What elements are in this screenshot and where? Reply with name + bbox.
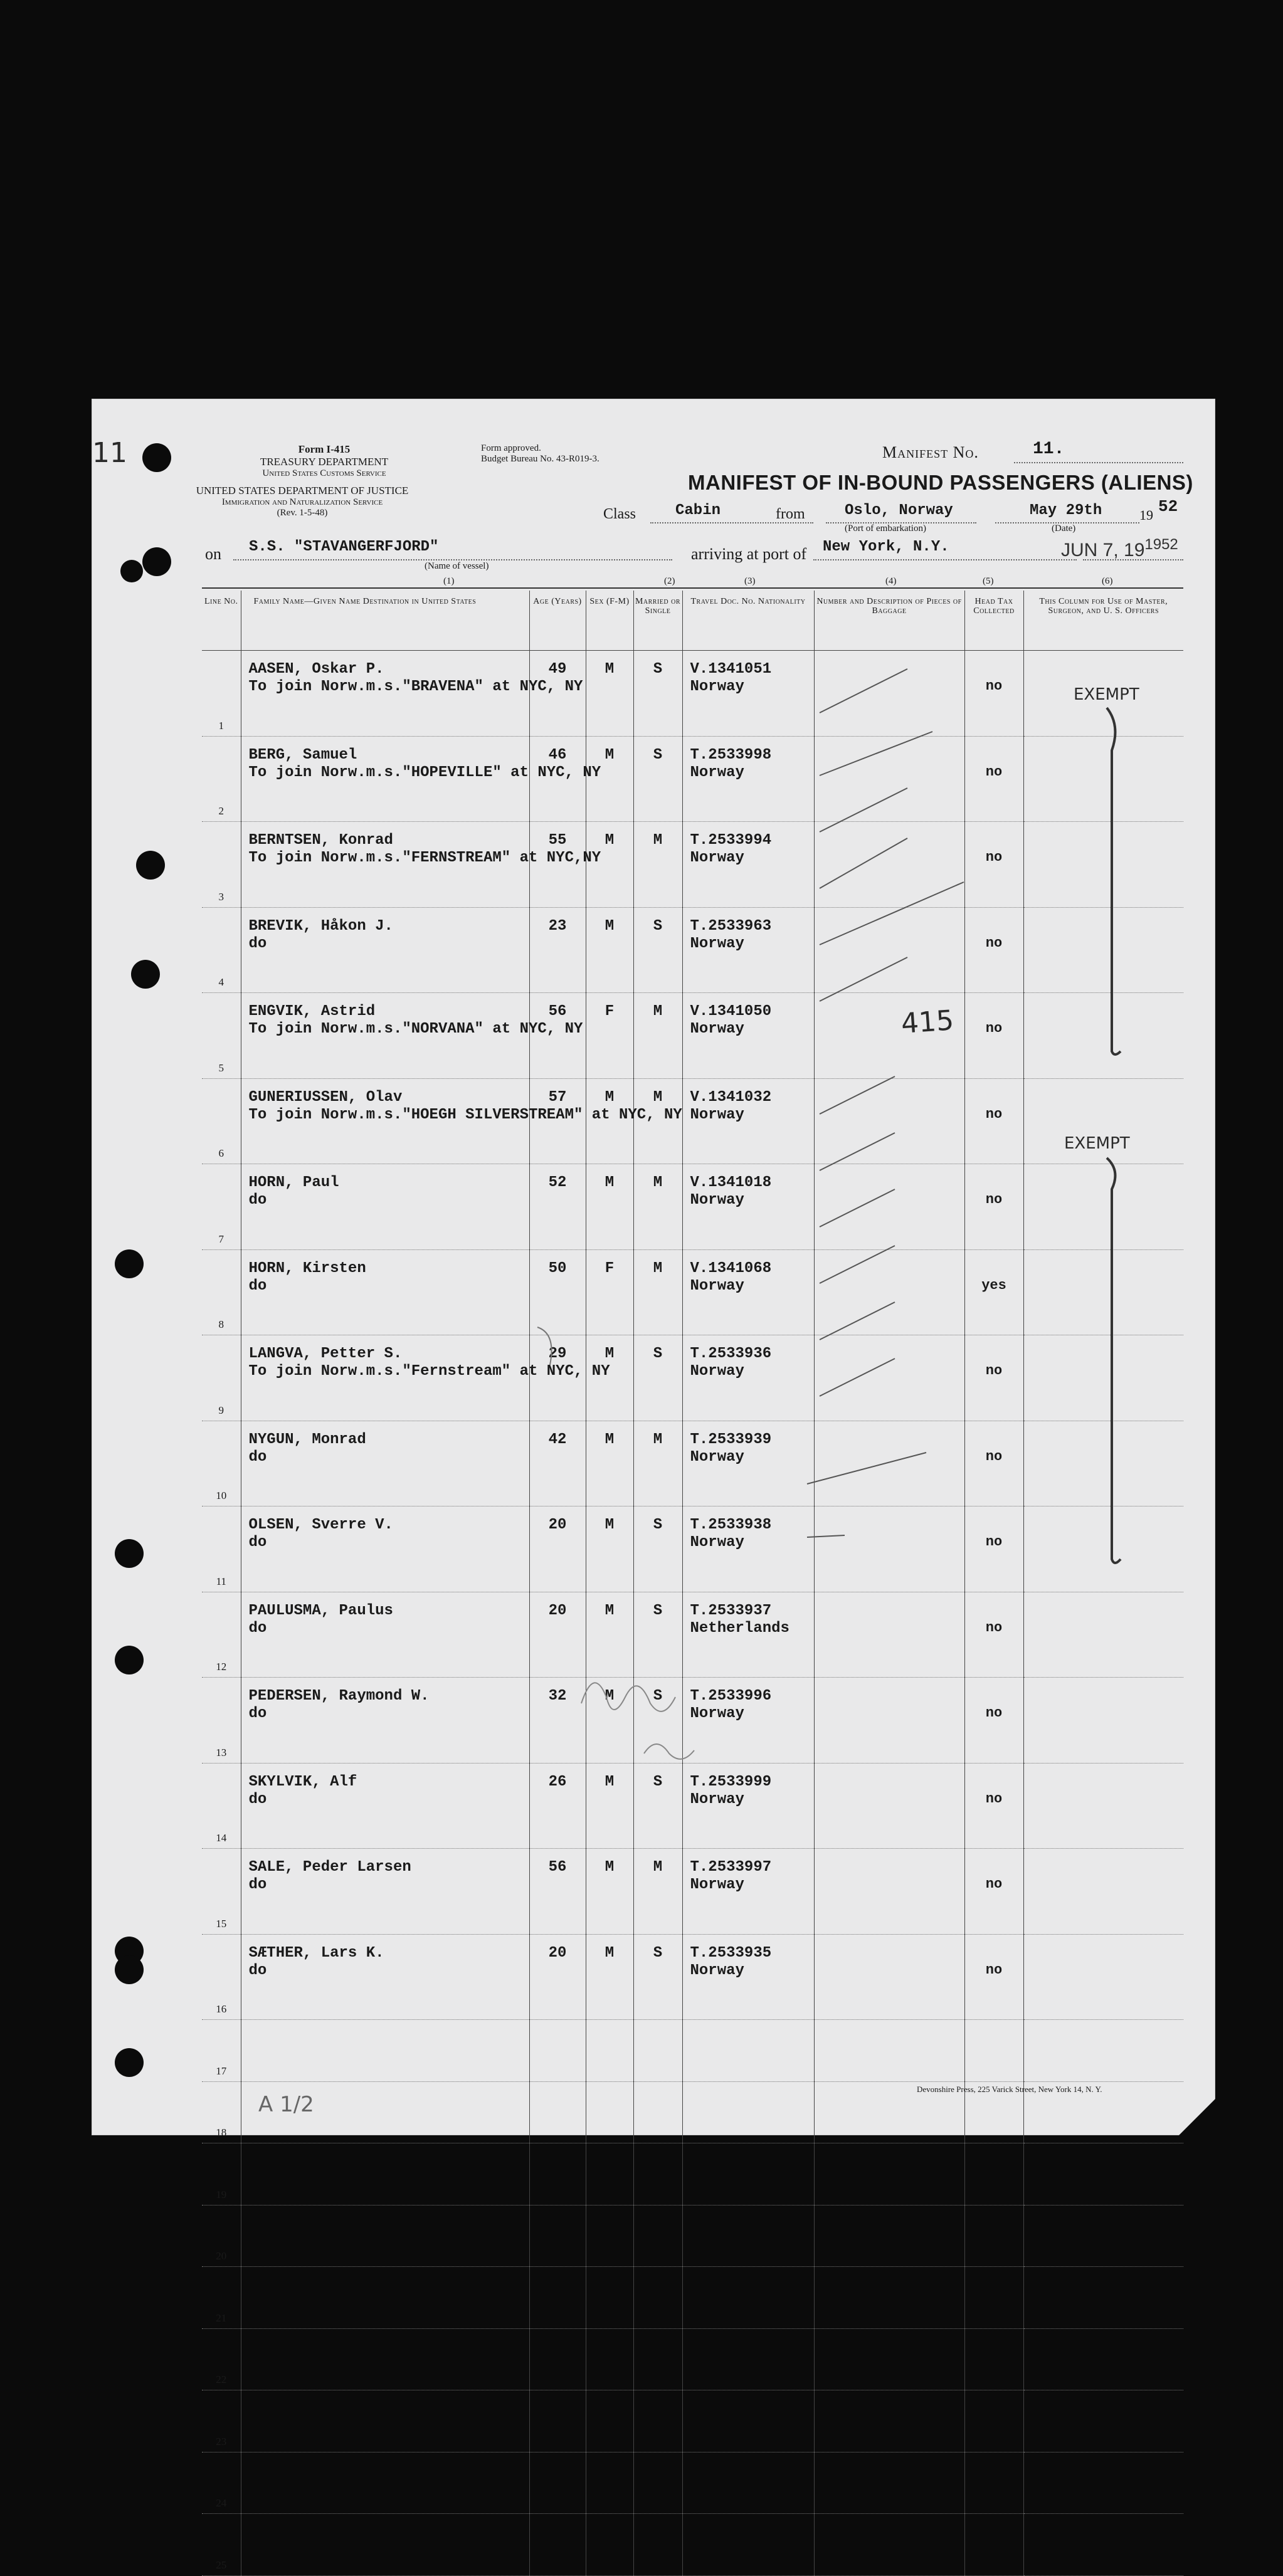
passenger-name: PEDERSEN, Raymond W. bbox=[248, 1688, 430, 1705]
line-number-text: 15 bbox=[216, 1917, 227, 1930]
passenger-name: LANGVA, Petter S. bbox=[248, 1345, 403, 1362]
date-value: May 29th bbox=[1030, 502, 1102, 519]
age-value: 29 bbox=[548, 1345, 567, 1362]
passenger-name: HORN, Kirsten bbox=[248, 1259, 366, 1277]
marital-value: M bbox=[653, 1259, 663, 1277]
sex-cell bbox=[586, 2390, 633, 2452]
baggage-cell bbox=[814, 2452, 964, 2514]
sex-value: M bbox=[605, 746, 615, 764]
marital-value: S bbox=[653, 1517, 663, 1533]
travel-doc-cell bbox=[682, 2452, 814, 2514]
header-officers: This Column for Use of Master, Surgeon, and U. S. Officers bbox=[1023, 591, 1183, 651]
on-label: on bbox=[205, 545, 221, 563]
manifest-no-value: 11. bbox=[1033, 439, 1065, 459]
table-row bbox=[202, 2205, 1183, 2267]
passenger-cell bbox=[241, 2205, 529, 2267]
line-number-text: 10 bbox=[216, 1490, 227, 1501]
line-number bbox=[202, 2452, 241, 2514]
marital-value: M bbox=[653, 1174, 663, 1191]
head-tax-value: yes bbox=[981, 1277, 1006, 1293]
age-value: 26 bbox=[548, 1773, 567, 1790]
from-label: from bbox=[776, 506, 805, 522]
travel-doc-number: V.1341050 bbox=[690, 1003, 772, 1020]
destination: do bbox=[248, 1790, 267, 1808]
destination: do bbox=[248, 935, 267, 952]
sex-value: M bbox=[605, 1773, 615, 1790]
destination: do bbox=[248, 1962, 267, 1979]
year-prefix: 19 bbox=[1139, 507, 1153, 523]
travel-doc-number: T.2533963 bbox=[690, 917, 772, 935]
age-value: 20 bbox=[548, 1602, 567, 1619]
nationality: Norway bbox=[690, 1021, 744, 1038]
head-tax-value: no bbox=[985, 1705, 1003, 1721]
age-value: 57 bbox=[548, 1088, 567, 1106]
travel-doc-number: V.1341051 bbox=[690, 661, 772, 678]
stamp-year-text: 1952 bbox=[1144, 536, 1178, 553]
age-value: 56 bbox=[548, 1003, 567, 1020]
line-number-text: 19 bbox=[216, 2188, 227, 2200]
age-value: 20 bbox=[548, 1944, 567, 1962]
head-tax-value: no bbox=[985, 678, 1003, 694]
vessel-name: S.S. "STAVANGERFJORD" bbox=[249, 539, 439, 555]
passenger-name: GUNERIUSSEN, Olav bbox=[248, 1088, 403, 1106]
line-number-text: 7 bbox=[218, 1233, 224, 1245]
header-baggage: Number and Description of Pieces of Baggage bbox=[814, 591, 964, 651]
passenger-cell bbox=[241, 2267, 529, 2329]
passenger-name: BERNTSEN, Konrad bbox=[248, 832, 393, 849]
col-num-5: (5) bbox=[983, 576, 994, 586]
destination: do bbox=[248, 1876, 267, 1893]
head-tax-value: no bbox=[985, 1534, 1003, 1550]
head-tax-cell bbox=[964, 2205, 1023, 2267]
age-value: 56 bbox=[548, 1859, 567, 1876]
travel-doc-number: T.2533939 bbox=[690, 1431, 772, 1448]
passenger-name: BREVIK, Håkon J. bbox=[248, 917, 393, 935]
destination: do bbox=[248, 1619, 267, 1637]
line-number bbox=[202, 2267, 241, 2329]
manifest-document bbox=[92, 399, 1215, 2571]
passenger-name: PAULUSMA, Paulus bbox=[248, 1602, 393, 1619]
destination: To join Norw.m.s."NORVANA" at NYC, NY bbox=[248, 1021, 583, 1038]
head-tax-value: no bbox=[985, 1106, 1003, 1122]
marital-value: S bbox=[653, 746, 663, 764]
col-num-6: (6) bbox=[1102, 576, 1113, 586]
sex-value: M bbox=[605, 917, 615, 935]
age-cell bbox=[529, 2267, 586, 2329]
head-tax-value: no bbox=[985, 1448, 1003, 1464]
date-label: (Date) bbox=[1052, 523, 1076, 534]
header-travel: Travel Doc. No. Nationality bbox=[682, 591, 814, 651]
travel-doc-number: V.1341032 bbox=[690, 1088, 772, 1106]
sex-value: M bbox=[605, 1174, 615, 1191]
line-number-text: 1 bbox=[218, 719, 224, 732]
class-label: Class bbox=[603, 506, 636, 522]
nationality: Norway bbox=[690, 1363, 744, 1380]
baggage-note: 415 bbox=[900, 1004, 955, 1040]
manifest-no-label: Manifest No. bbox=[882, 443, 979, 461]
passenger-name: SÆTHER, Lars K. bbox=[248, 1944, 384, 1962]
stamp-date-text: JUN 7, 19 bbox=[1061, 540, 1145, 560]
nationality: Norway bbox=[690, 1277, 744, 1295]
col-num-3: (3) bbox=[744, 576, 756, 586]
sex-cell bbox=[586, 2267, 633, 2329]
header-line: Line No. bbox=[202, 591, 241, 651]
port-embark-label: (Port of embarkation) bbox=[845, 523, 926, 534]
nationality: Norway bbox=[690, 1705, 744, 1722]
officers-cell bbox=[1023, 2390, 1183, 2452]
head-tax-value: no bbox=[985, 1363, 1003, 1379]
marital-value: M bbox=[653, 1859, 663, 1876]
travel-doc-number: T.2533935 bbox=[690, 1944, 772, 1962]
nationality: Norway bbox=[690, 1962, 744, 1979]
destination: To join Norw.m.s."Fernstream" at NYC, NY bbox=[248, 1363, 610, 1380]
travel-doc-number: T.2533997 bbox=[690, 1859, 772, 1876]
ins-label: Immigration and Naturalization Service bbox=[221, 497, 383, 507]
form-title: MANIFEST OF IN-BOUND PASSENGERS (ALIENS) bbox=[688, 471, 1193, 494]
travel-doc-cell bbox=[682, 2390, 814, 2452]
nationality: Netherlands bbox=[690, 1619, 789, 1637]
marital-value: S bbox=[653, 1773, 663, 1790]
head-tax-cell bbox=[964, 2143, 1023, 2205]
budget-label: Budget Bureau No. 43-R019-3. bbox=[481, 454, 599, 464]
age-value: 55 bbox=[548, 832, 567, 849]
exempt-note-1: EXEMPT bbox=[1074, 685, 1139, 704]
travel-doc-number: T.2533996 bbox=[690, 1688, 772, 1705]
marital-value: S bbox=[653, 917, 663, 935]
head-tax-value: no bbox=[985, 1192, 1003, 1207]
passenger-name: BERG, Samuel bbox=[248, 746, 357, 764]
travel-doc-cell bbox=[682, 2205, 814, 2267]
line-number-text: 4 bbox=[218, 976, 224, 988]
arriving-label: arriving at port of bbox=[691, 545, 807, 563]
marital-cell bbox=[633, 2143, 682, 2205]
head-tax-cell bbox=[964, 2452, 1023, 2514]
sex-value: M bbox=[605, 1431, 615, 1448]
bottom-note: A 1/2 bbox=[258, 2092, 314, 2117]
age-cell bbox=[529, 2390, 586, 2452]
marital-value: S bbox=[653, 1345, 663, 1362]
officers-cell bbox=[1023, 2143, 1183, 2205]
sex-value: M bbox=[605, 1345, 615, 1362]
nationality: Norway bbox=[690, 1876, 744, 1893]
age-value: 49 bbox=[548, 661, 567, 678]
annotation-marks bbox=[92, 399, 1215, 2135]
line-number-text: 22 bbox=[216, 2374, 227, 2385]
header-tax: Head Tax Collected bbox=[964, 591, 1023, 651]
sex-cell bbox=[586, 2328, 633, 2390]
line-number-text: 6 bbox=[218, 1147, 224, 1159]
baggage-cell bbox=[814, 2205, 964, 2267]
age-value: 52 bbox=[548, 1174, 567, 1191]
sex-cell bbox=[586, 2143, 633, 2205]
officers-cell bbox=[1023, 2452, 1183, 2514]
marital-value: S bbox=[653, 1944, 663, 1962]
nationality: Norway bbox=[690, 1534, 744, 1551]
destination: To join Norw.m.s."FERNSTREAM" at NYC,NY bbox=[248, 849, 601, 866]
age-cell bbox=[529, 2143, 586, 2205]
head-tax-value: no bbox=[985, 764, 1003, 780]
header-sex: Sex (F-M) bbox=[586, 591, 633, 651]
head-tax-value: no bbox=[985, 1619, 1003, 1636]
marital-value: M bbox=[653, 1003, 663, 1020]
head-tax-value: no bbox=[985, 935, 1003, 951]
col-num-1: (1) bbox=[443, 576, 455, 586]
header-married: Married or Single bbox=[633, 591, 682, 651]
sex-value: M bbox=[605, 1517, 615, 1533]
table-row bbox=[202, 2267, 1183, 2329]
line-number bbox=[202, 2205, 241, 2267]
age-value: 32 bbox=[548, 1688, 567, 1705]
sex-value: F bbox=[605, 1003, 615, 1020]
line-number bbox=[202, 2390, 241, 2452]
marital-cell bbox=[633, 2205, 682, 2267]
marital-cell bbox=[633, 2267, 682, 2329]
head-tax-value: no bbox=[985, 1021, 1003, 1036]
line-number-text: 8 bbox=[218, 1318, 224, 1330]
sex-value: M bbox=[605, 1944, 615, 1962]
line-number-text: 11 bbox=[216, 1575, 226, 1587]
line-number-text: 3 bbox=[218, 890, 224, 903]
col-num-4: (4) bbox=[885, 576, 897, 586]
marital-value: S bbox=[653, 661, 663, 678]
age-value: 46 bbox=[548, 746, 567, 764]
treasury-label: TREASURY DEPARTMENT bbox=[260, 456, 389, 468]
travel-doc-number: T.2533999 bbox=[690, 1773, 772, 1790]
table-row bbox=[202, 2452, 1183, 2514]
sex-cell bbox=[586, 2205, 633, 2267]
age-value: 42 bbox=[548, 1431, 567, 1448]
table-row bbox=[202, 2143, 1183, 2205]
baggage-cell bbox=[814, 2390, 964, 2452]
approved-label: Form approved. bbox=[481, 443, 541, 453]
passenger-cell bbox=[241, 2328, 529, 2390]
margin-note: 11 bbox=[92, 437, 127, 469]
marital-cell bbox=[633, 2390, 682, 2452]
line-number-text: 12 bbox=[216, 1661, 227, 1673]
nationality: Norway bbox=[690, 764, 744, 781]
destination: do bbox=[248, 1534, 267, 1551]
destination: To join Norw.m.s."HOPEVILLE" at NYC, NY bbox=[248, 764, 601, 781]
nationality: Norway bbox=[690, 678, 744, 695]
nationality: Norway bbox=[690, 935, 744, 952]
travel-doc-number: T.2533937 bbox=[690, 1602, 772, 1619]
line-number-text: 18 bbox=[216, 2127, 227, 2138]
from-value: Oslo, Norway bbox=[845, 502, 953, 519]
travel-doc-cell bbox=[682, 2143, 814, 2205]
line-number bbox=[202, 2328, 241, 2390]
nationality: Norway bbox=[690, 1192, 744, 1209]
baggage-cell bbox=[814, 2328, 964, 2390]
year-value: 52 bbox=[1158, 497, 1178, 516]
destination: do bbox=[248, 1448, 267, 1466]
line-number-text: 2 bbox=[218, 805, 224, 817]
travel-doc-cell bbox=[682, 2328, 814, 2390]
line-number-text: 24 bbox=[216, 2497, 227, 2509]
age-cell bbox=[529, 2205, 586, 2267]
baggage-cell bbox=[814, 2143, 964, 2205]
head-tax-cell bbox=[964, 2390, 1023, 2452]
passenger-name: HORN, Paul bbox=[248, 1174, 339, 1191]
destination: do bbox=[248, 1277, 267, 1295]
marital-value: M bbox=[653, 832, 663, 849]
passenger-name: NYGUN, Monrad bbox=[248, 1431, 366, 1448]
nationality: Norway bbox=[690, 849, 744, 866]
destination: To join Norw.m.s."HOEGH SILVERSTREAM" at NYC, NY bbox=[248, 1106, 682, 1123]
line-number-text: 23 bbox=[216, 2435, 227, 2447]
line-number-text: 5 bbox=[218, 1061, 224, 1074]
officers-cell bbox=[1023, 2205, 1183, 2267]
customs-label: United States Customs Service bbox=[262, 468, 386, 478]
sex-value: F bbox=[605, 1259, 615, 1277]
marital-value: S bbox=[653, 1602, 663, 1619]
age-cell bbox=[529, 2328, 586, 2390]
sex-value: M bbox=[605, 1602, 615, 1619]
col-num-2: (2) bbox=[664, 576, 675, 586]
line-number-text: 14 bbox=[216, 1832, 227, 1844]
table-row bbox=[202, 2328, 1183, 2390]
nationality: Norway bbox=[690, 1790, 744, 1808]
line-number-text: 20 bbox=[216, 2250, 227, 2262]
travel-doc-number: T.2533936 bbox=[690, 1345, 772, 1362]
passenger-name: SKYLVIK, Alf bbox=[248, 1773, 357, 1790]
sex-value: M bbox=[605, 1688, 615, 1705]
head-tax-cell bbox=[964, 2328, 1023, 2390]
sex-value: M bbox=[605, 661, 615, 678]
line-number-text: 9 bbox=[218, 1404, 224, 1416]
line-number-text: 17 bbox=[216, 2064, 227, 2077]
header-name: Family Name—Given Name Destination in United States bbox=[241, 591, 529, 651]
travel-doc-number: V.1341018 bbox=[690, 1174, 772, 1191]
nationality: Norway bbox=[690, 1106, 744, 1123]
sex-value: M bbox=[605, 1859, 615, 1876]
marital-value: S bbox=[653, 1688, 663, 1705]
printer-footer: Devonshire Press, 225 Varick Street, New York 14, N. Y. bbox=[917, 2084, 1102, 2094]
line-number bbox=[202, 2143, 241, 2205]
passenger-name: SALE, Peder Larsen bbox=[248, 1859, 411, 1876]
sex-value: M bbox=[605, 1088, 615, 1106]
destination: To join Norw.m.s."BRAVENA" at NYC, NY bbox=[248, 678, 583, 695]
head-tax-value: no bbox=[985, 849, 1003, 865]
destination: do bbox=[248, 1192, 267, 1209]
arrival-port: New York, N.Y. bbox=[823, 539, 949, 555]
class-value: Cabin bbox=[675, 502, 721, 519]
head-tax-value: no bbox=[985, 1790, 1003, 1807]
passenger-name: AASEN, Oskar P. bbox=[248, 661, 384, 678]
table-row bbox=[202, 2390, 1183, 2452]
marital-cell bbox=[633, 2452, 682, 2514]
officers-cell bbox=[1023, 2328, 1183, 2390]
head-tax-value: no bbox=[985, 1962, 1003, 1978]
baggage-cell bbox=[814, 2267, 964, 2329]
marital-cell bbox=[633, 2328, 682, 2390]
passenger-name: OLSEN, Sverre V. bbox=[248, 1517, 393, 1533]
sex-cell bbox=[586, 2452, 633, 2514]
passenger-cell bbox=[241, 2143, 529, 2205]
marital-value: M bbox=[653, 1431, 663, 1448]
age-value: 20 bbox=[548, 1517, 567, 1533]
form-number: Form I-415 bbox=[298, 443, 351, 455]
line-number-text: 13 bbox=[216, 1746, 227, 1759]
travel-doc-number: T.2533938 bbox=[690, 1517, 772, 1533]
vessel-label: (Name of vessel) bbox=[425, 561, 489, 571]
travel-doc-number: T.2533998 bbox=[690, 746, 772, 764]
travel-doc-number: T.2533994 bbox=[690, 832, 772, 849]
rev-label: (Rev. 1-5-48) bbox=[277, 508, 328, 518]
travel-doc-number: V.1341068 bbox=[690, 1259, 772, 1277]
destination: do bbox=[248, 1705, 267, 1722]
head-tax-value: no bbox=[985, 1876, 1003, 1892]
passenger-name: ENGVIK, Astrid bbox=[248, 1003, 376, 1020]
line-number-text: 21 bbox=[216, 2311, 227, 2324]
passenger-cell bbox=[241, 2452, 529, 2514]
passenger-cell bbox=[241, 2390, 529, 2452]
exempt-note-2: EXEMPT bbox=[1064, 1134, 1130, 1153]
justice-label: UNITED STATES DEPARTMENT OF JUSTICE bbox=[196, 485, 409, 497]
line-number-text: 16 bbox=[216, 2003, 227, 2015]
nationality: Norway bbox=[690, 1448, 744, 1466]
sex-value: M bbox=[605, 832, 615, 849]
age-cell bbox=[529, 2452, 586, 2514]
head-tax-cell bbox=[964, 2267, 1023, 2329]
header-age: Age (Years) bbox=[529, 591, 586, 651]
officers-cell bbox=[1023, 2267, 1183, 2329]
age-value: 50 bbox=[548, 1259, 567, 1277]
line-number-text: 25 bbox=[216, 2558, 227, 2571]
age-value: 23 bbox=[548, 917, 567, 935]
travel-doc-cell bbox=[682, 2267, 814, 2329]
marital-value: M bbox=[653, 1088, 663, 1106]
